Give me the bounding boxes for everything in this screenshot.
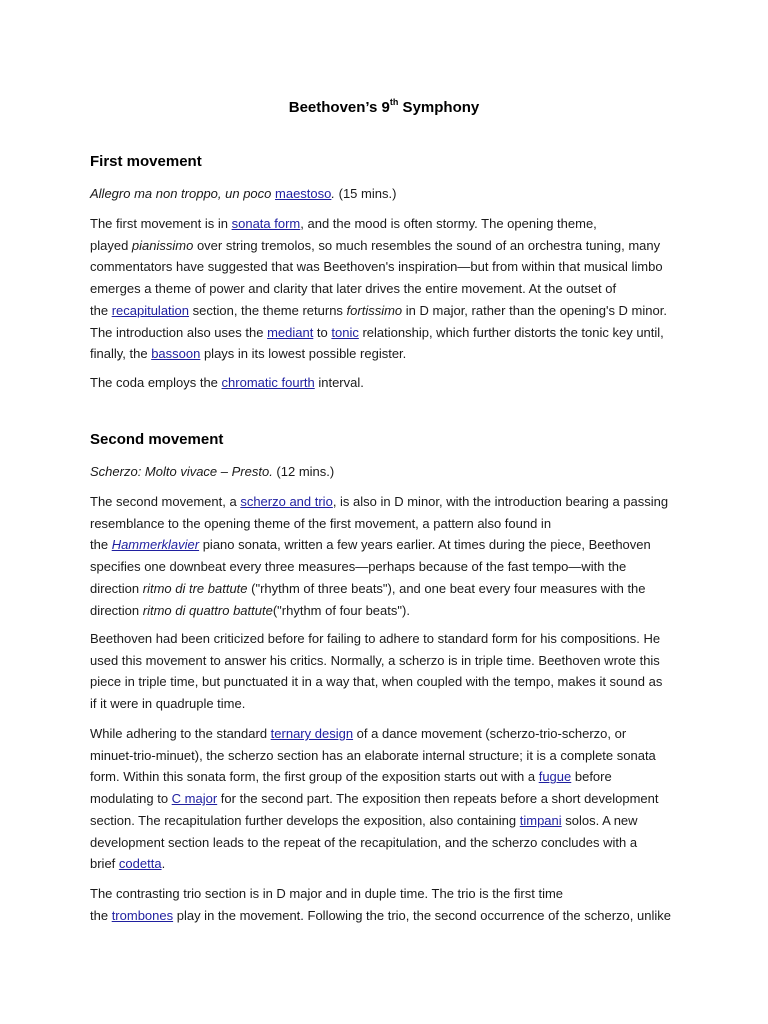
paragraph-second-movement-1: The second movement, a scherzo and trio, is also in D minor, with the introduction bearing a passing resemblance to the opening theme of the first movement, a pattern also found in the Hammerklavier piano sonata, written a few years earlier. At times during the piece, Beethoven specifies one downbeat every three measures—perhaps because of the fast tempo—with the direction ritmo di tre battute ("rhythm of three beats"), and one beat every four measures with the direction ritmo di quattro battute("rhythm of four beats"). [90,494,669,618]
link-fugue[interactable]: fugue [538,769,572,785]
paragraph-second-movement-2: Beethoven had been criticized before for failing to adhere to standard form for his compositions. He used this movement to answer his critics. Normally, a scherzo is in triple time. Beethoven wrote this piece in triple time, but punctuated it in a way that, when coupled with the tempo, makes it sound as if it were in quadruple time. [90,631,663,712]
paragraph-second-movement-4: The contrasting trio section is in D major and in duple time. The trio is the first time the trombones play in the movement. Following the trio, the second occurrence of the scherzo, unlike [90,886,671,923]
tempo-second-movement: Scherzo: Molto vivace – Presto. (12 mins.) [90,464,335,479]
paragraph-first-movement-1: The first movement is in sonata form, and the mood is often stormy. The opening theme, played pianissimo over string tremolos, so much resembles the sound of an orchestra tuning, many commentators have suggested that was Beethoven's inspiration—but from within that musical limbo emerges a theme of power and clarity that later drives the entire movement. At the outset of the recapitulation section, the theme returns fortissimo in D major, rather than the opening's D minor. The introduction also uses the mediant to tonic relationship, which further distorts the tonic key until, finally, the bassoon plays in its lowest possible register. [90,216,667,362]
link-chromatic-fourth[interactable]: chromatic fourth [221,375,315,390]
title-text: Beethoven’s 9 [288,99,390,116]
title-text-rest: Symphony [398,99,480,116]
document-title [90,98,678,118]
link-trombones[interactable]: trombones [111,907,174,923]
heading-first-movement: First movement [90,153,202,170]
paragraph-first-movement-2: The coda employs the chromatic fourth interval. [90,375,364,390]
link-tonic[interactable]: tonic [331,324,359,340]
link-codetta[interactable]: codetta [118,856,162,872]
title-superscript: th [389,97,399,107]
link-hammerklavier[interactable]: Hammerklavier [111,537,200,553]
tempo-first-movement: Allegro ma non troppo, un poco maestoso. (15 mins.) [90,186,397,201]
link-timpani[interactable]: timpani [519,812,562,828]
link-bassoon[interactable]: bassoon [151,346,201,362]
paragraph-second-movement-3: While adhering to the standard ternary design of a dance movement (scherzo-trio-scherzo, or minuet-trio-minuet), the scherzo section has an elaborate internal structure; it is a complete sonata form. Within this sonata form, the first group of the exposition starts out with a fugue before modulating to C major for the second part. The exposition then repeats before a short development section. The recapitulation further develops the exposition, also containing timpani solos. A new development section leads to the repeat of the recapitulation, and the scherzo concludes with a brief codetta. [90,726,659,872]
link-sonata-form[interactable]: sonata form [231,216,301,231]
link-c-major[interactable]: C major [171,791,218,807]
link-mediant[interactable]: mediant [267,324,314,340]
link-ternary-design[interactable]: ternary design [270,726,354,741]
link-scherzo-and-trio[interactable]: scherzo and trio [240,494,333,509]
heading-second-movement: Second movement [90,431,224,448]
link-maestoso[interactable]: maestoso [275,186,332,201]
link-recapitulation[interactable]: recapitulation [111,302,190,318]
